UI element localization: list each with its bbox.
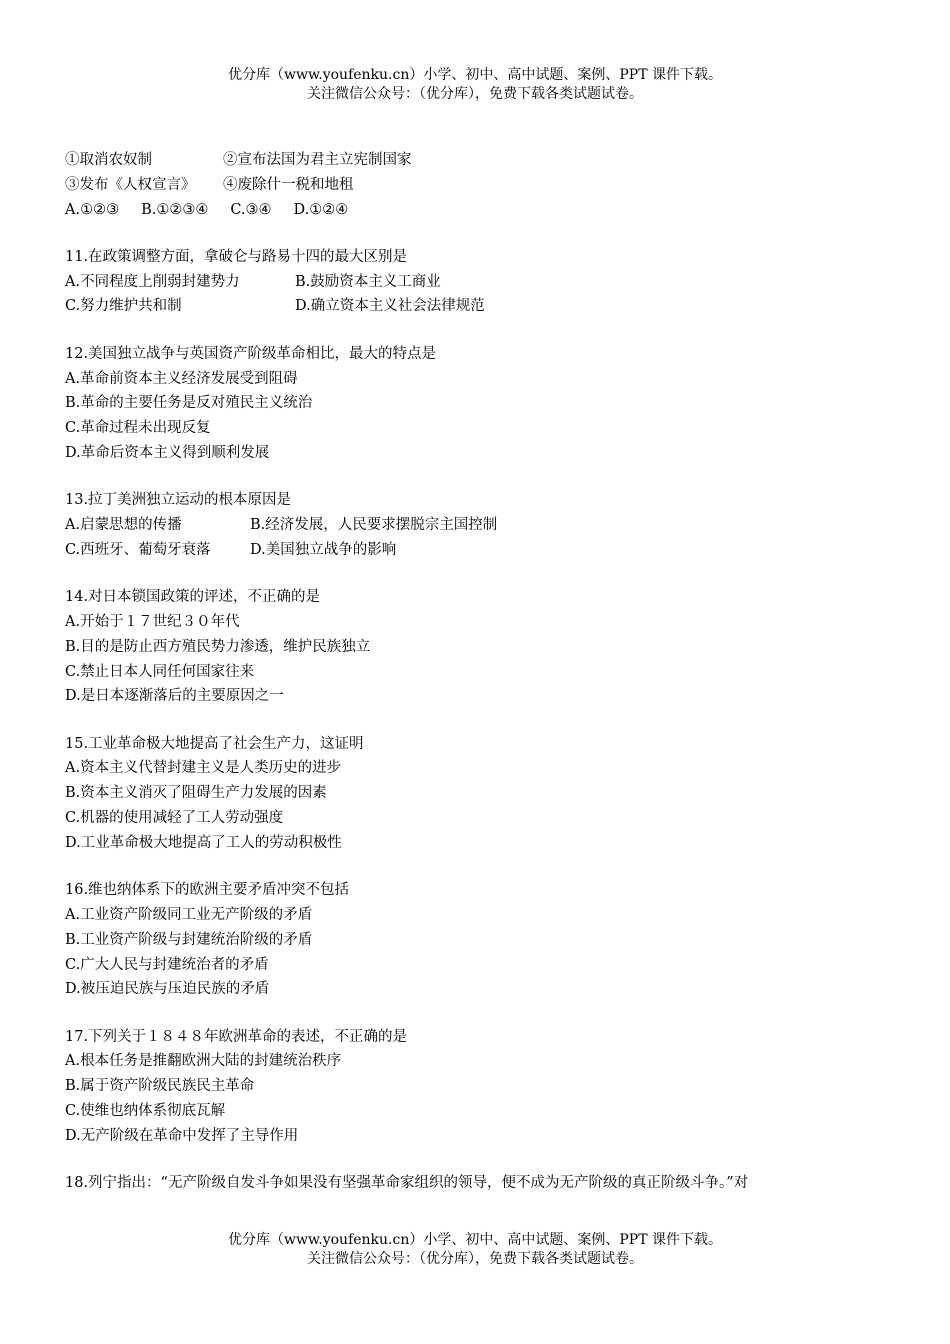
option-c: C.机器的使用减轻了工人劳动强度 <box>65 810 284 827</box>
option-b: B.属于资产阶级民族民主革命 <box>65 1078 255 1095</box>
option-b: B.资本主义消灭了阻碍生产力发展的因素 <box>65 785 327 802</box>
statement-row <box>65 173 865 198</box>
option-b: B.经济发展，人民要求摆脱宗主国控制 <box>250 517 498 534</box>
option-b: B.鼓励资本主义工商业 <box>295 273 441 290</box>
option-b: B.工业资产阶级与封建统治阶级的矛盾 <box>65 931 313 948</box>
question-16 <box>65 878 865 1002</box>
footer-line-2: 关注微信公众号：（优分库），免费下载各类试题试卷。 <box>307 1251 643 1267</box>
question-stem: 11.在政策调整方面，拿破仑与路易十四的最大区别是 <box>65 248 408 265</box>
question-stem: 16.维也纳体系下的欧洲主要矛盾冲突不包括 <box>65 882 350 899</box>
option-c: C.革命过程未出现反复 <box>65 420 211 437</box>
exam-content <box>65 148 865 1196</box>
question-17 <box>65 1025 865 1149</box>
question-stem: 13.拉丁美洲独立运动的根本原因是 <box>65 492 292 509</box>
question-13 <box>65 488 865 562</box>
option-a: A.根本任务是推翻欧洲大陆的封建统治秩序 <box>65 1053 342 1070</box>
option-row <box>65 294 865 319</box>
statement-1: ①取消农奴制 <box>65 152 152 168</box>
option-c: C.广大人民与封建统治者的矛盾 <box>65 956 269 973</box>
option-c: C.③④ <box>230 201 272 218</box>
option-row <box>65 270 865 295</box>
option-b: B.①②③④ <box>141 201 209 218</box>
option-c: C.禁止日本人同任何国家往来 <box>65 663 255 680</box>
option-d: D.①②④ <box>293 201 349 218</box>
option-a: A.工业资产阶级同工业无产阶级的矛盾 <box>65 906 313 923</box>
question-stem: 18.列宁指出：“无产阶级自发斗争如果没有坚强革命家组织的领导，便不成为无产阶级的真正阶级斗争。”对 <box>65 1175 749 1192</box>
question-stem: 12.美国独立战争与英国资产阶级革命相比，最大的特点是 <box>65 345 437 362</box>
statement-4: ④废除什一税和地租 <box>223 176 354 193</box>
option-a: A.不同程度上削弱封建势力 <box>65 273 240 290</box>
option-d: D.工业革命极大地提高了工人的劳动积极性 <box>65 834 342 851</box>
header-line-1: 优分库（www.youfenku.cn）小学、初中、高中试题、案例、PPT 课件下载。 <box>227 67 722 83</box>
question-12 <box>65 342 865 466</box>
option-a: A.启蒙思想的传播 <box>65 517 182 534</box>
question-15 <box>65 732 865 856</box>
question-10-tail <box>65 148 865 222</box>
option-d: D.是日本逐渐落后的主要原因之一 <box>65 688 284 705</box>
question-stem: 15.工业革命极大地提高了社会生产力，这证明 <box>65 735 364 752</box>
option-row <box>65 538 865 563</box>
option-c: C.努力维护共和制 <box>65 298 182 315</box>
header-line-2: 关注微信公众号：（优分库），免费下载各类试题试卷。 <box>307 86 643 102</box>
option-b: B.目的是防止西方殖民势力渗透，维护民族独立 <box>65 638 371 655</box>
option-d: D.被压迫民族与压迫民族的矛盾 <box>65 981 270 998</box>
page-header <box>0 66 950 104</box>
option-a: A.①②③ <box>65 201 120 218</box>
option-a: A.革命前资本主义经济发展受到阻碍 <box>65 370 298 387</box>
statement-3: ③发布《人权宣言》 <box>65 176 196 193</box>
footer-line-1: 优分库（www.youfenku.cn）小学、初中、高中试题、案例、PPT 课件下载。 <box>227 1232 722 1248</box>
page-footer <box>0 1231 950 1269</box>
option-c: C.西班牙、葡萄牙衰落 <box>65 541 211 558</box>
option-b: B.革命的主要任务是反对殖民主义统治 <box>65 395 313 412</box>
option-row <box>65 513 865 538</box>
option-d: D.无产阶级在革命中发挥了主导作用 <box>65 1127 299 1144</box>
option-d: D.确立资本主义社会法律规范 <box>295 298 485 315</box>
question-stem: 14.对日本锁国政策的评述，不正确的是 <box>65 589 321 606</box>
option-d: D.革命后资本主义得到顺利发展 <box>65 444 270 461</box>
question-14 <box>65 585 865 709</box>
option-a: A.资本主义代替封建主义是人类历史的进步 <box>65 760 342 777</box>
statement-row <box>65 148 865 173</box>
question-11 <box>65 245 865 319</box>
option-a: A.开始于１７世纪３０年代 <box>65 613 240 630</box>
option-c: C.使维也纳体系彻底瓦解 <box>65 1103 226 1119</box>
option-d: D.美国独立战争的影响 <box>250 541 397 558</box>
question-18 <box>65 1171 865 1196</box>
option-row <box>65 198 865 223</box>
statement-2: ②宣布法国为君主立宪制国家 <box>223 152 412 168</box>
question-stem: 17.下列关于１８４８年欧洲革命的表述，不正确的是 <box>65 1028 408 1045</box>
